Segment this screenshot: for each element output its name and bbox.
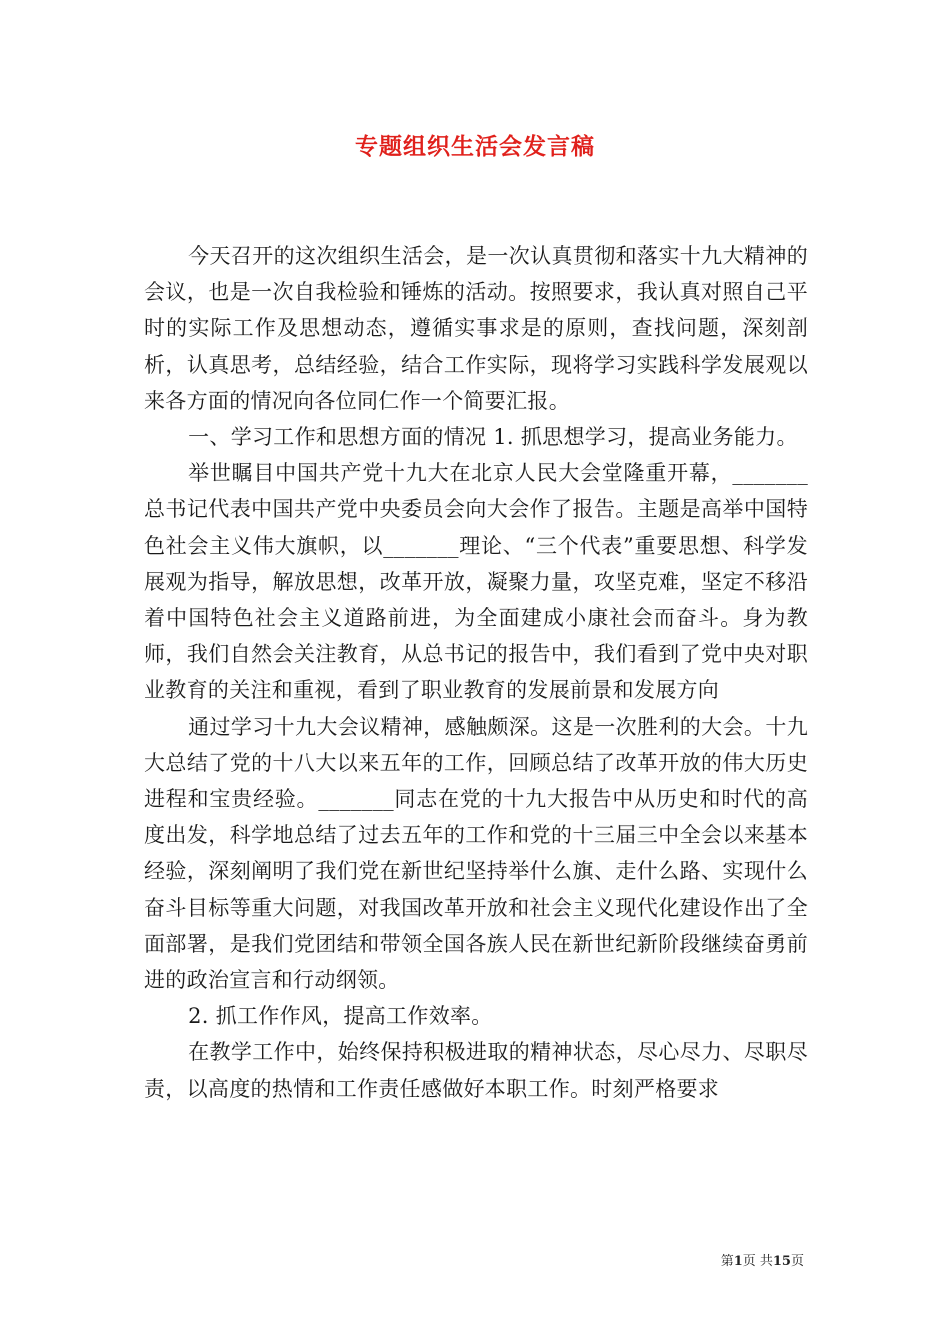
paragraph-congress-opening: 举世瞩目中国共产党十九大在北京人民大会堂隆重开幕，_______总书记代表中国共产党中央委员会向大会作了报告。主题是高举中国特色社会主义伟大旗帜，以_______理论、“三个代表”重要思想、科学发展观为指导，解放思想，改革开放，凝聚力量，攻坚克难，坚定不移沿着中国特色社会主义道路前进，为全面建成小康社会而奋斗。身为教师，我们自然会关注教育，从总书记的报告中，我们看到了党中央对职业教育的关注和重视，看到了职业教育的发展前景和发展方向: [144, 461, 808, 703]
paragraph-study-reflection: 通过学习十九大会议精神，感触颇深。这是一次胜利的大会。十九大总结了党的十八大以来五年的工作，回顾总结了改革开放的伟大历史进程和宝贵经验。_______同志在党的十九大报告中从历史和时代的高度出发，科学地总结了过去五年的工作和党的十三届三中全会以来基本经验，深刻阐明了我们党在新世纪坚持举什么旗、走什么路、实现什么奋斗目标等重大问题，对我国改革开放和社会主义现代化建设作出了全面部署，是我们党团结和带领全国各族人民在新世纪新阶段继续奋勇前进的政治宣言和行动纲领。: [144, 714, 808, 993]
document-body: [144, 238, 808, 1107]
paragraph-subheading-work-style: 2. 抓工作作风，提高工作效率。: [188, 1004, 493, 1029]
footer-suffix: 页: [790, 1254, 804, 1269]
footer-middle: 页 共: [742, 1254, 773, 1269]
footer-prefix: 第: [720, 1254, 734, 1269]
paragraph-teaching-work: 在教学工作中，始终保持积极进取的精神状态，尽心尽力、尽职尽责，以高度的热情和工作责任感做好本职工作。时刻严格要求: [144, 1040, 808, 1101]
document-title: 专题组织生活会发言稿: [355, 134, 595, 160]
paragraph-section-heading: 一、学习工作和思想方面的情况 1. 抓思想学习，提高业务能力。: [188, 425, 798, 450]
footer-current-page: 1: [733, 1254, 743, 1269]
footer-total-pages: 15: [772, 1254, 791, 1269]
paragraph-intro: 今天召开的这次组织生活会，是一次认真贯彻和落实十九大精神的会议，也是一次自我检验和锤炼的活动。按照要求，我认真对照自己平时的实际工作及思想动态，遵循实事求是的原则，查找问题，深刻剖析，认真思考，总结经验，结合工作实际，现将学习实践科学发展观以来各方面的情况向各位同仁作一个简要汇报。: [144, 244, 808, 413]
page-number-footer: [721, 1250, 804, 1269]
